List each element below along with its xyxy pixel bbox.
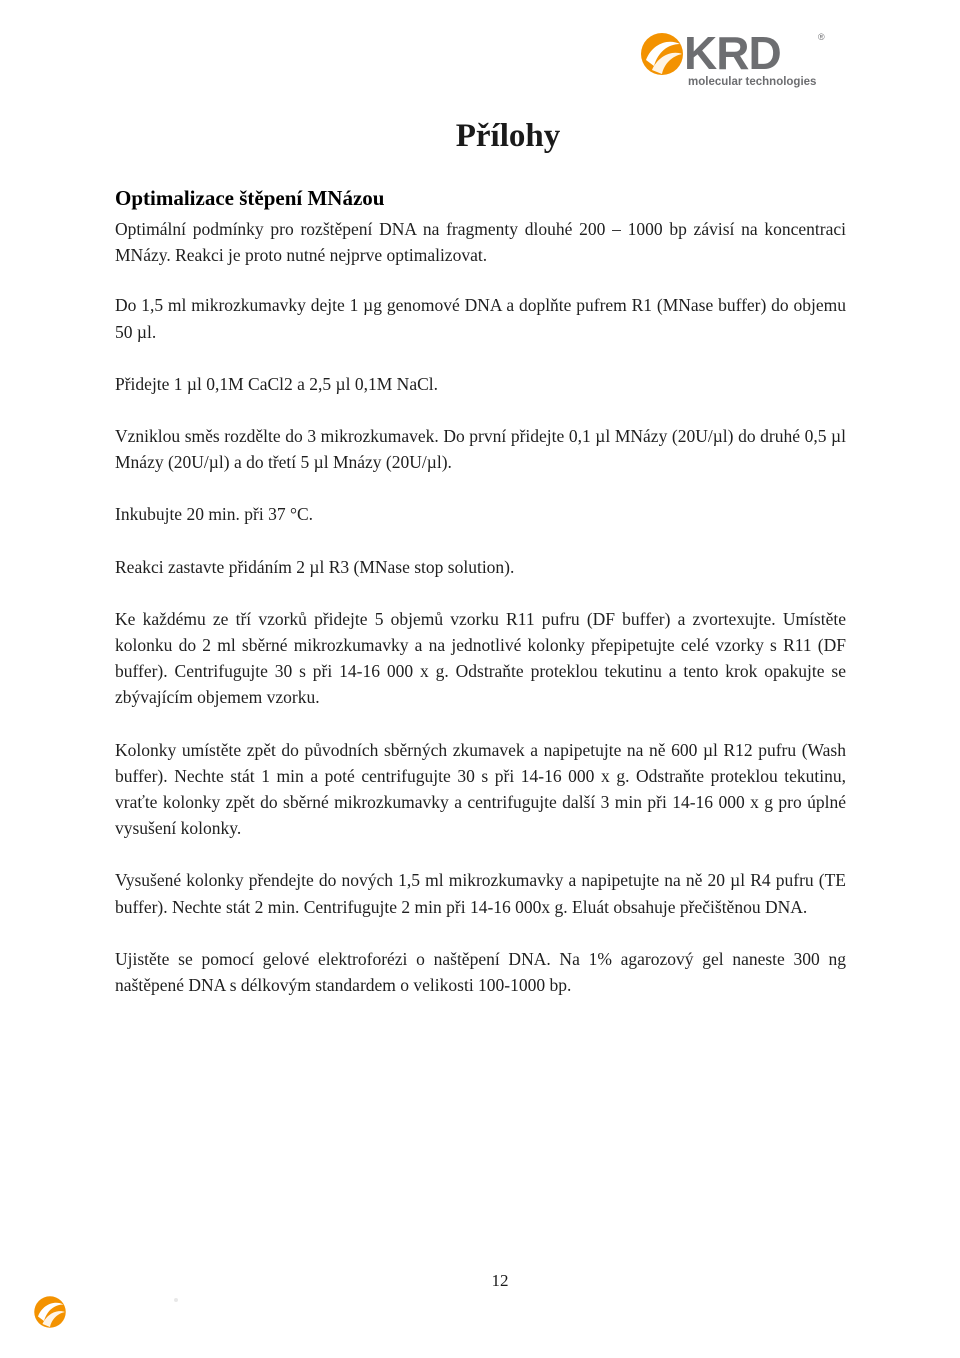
- section-content: [115, 184, 846, 1024]
- krd-footer-icon: [32, 1294, 68, 1330]
- page-title: Přílohy: [455, 118, 561, 154]
- paragraph-step: Ke každému ze tří vzorků přidejte 5 objemů vzorku R11 pufru (DF buffer) a zvortexujte. Umístěte kolonku do 2 ml sběrné mikrozkumavky a na jednotlivé kolonky přepipetujte celé vzorky s R11 (DF buffer). Centrifugujte 30 s při 14-16 000 x g. Odstraňte proteklou tekutinu a tento krok opakujte se zbývajícím objemem vzorku.: [115, 608, 846, 708]
- paragraph-step: Ujistěte se pomocí gelové elektroforézi o naštěpení DNA. Na 1% agarozový gel naneste 300 ng naštěpené DNA s délkovým standardem o velikosti 100-1000 bp.: [115, 948, 846, 996]
- logo-subtitle: molecular technologies: [688, 76, 817, 88]
- section-heading: Optimalizace štěpení MNázou: [115, 186, 385, 210]
- paragraph-step: Přidejte 1 µl 0,1M CaCl2 a 2,5 µl 0,1M NaCl.: [115, 373, 438, 394]
- logo-registered-mark: ®: [818, 32, 825, 42]
- paragraph-step: Vysušené kolonky přendejte do nových 1,5 ml mikrozkumavky a napipetujte na ně 20 µl R4 pufru (TE buffer). Nechte stát 2 min. Centrifugujte 2 min při 14-16 000x g. Eluát obsahuje přečištěnou DNA.: [115, 870, 846, 917]
- footer-dot: [174, 1298, 178, 1302]
- paragraph-step: Kolonky umístěte zpět do původních sběrných zkumavek a napipetujte na ně 600 µl R12 pufru (Wash buffer). Nechte stát 1 min a poté centrifugujte 30 s při 14-16 000 x g. Odstraňte proteklou tekutinu, vraťte kolonky zpět do sběrné mikrozkumavky a centrifugujte další 3 min při 14-16 000 x g pro úplné vysušení kolonky.: [115, 739, 846, 839]
- paragraph-step: Do 1,5 ml mikrozkumavky dejte 1 µg genomové DNA a doplňte pufrem R1 (MNase buffer) do objemu 50 µl.: [115, 295, 846, 342]
- paragraph-step: Reakci zastavte přidáním 2 µl R3 (MNase stop solution).: [115, 556, 515, 577]
- paragraph-step: Vzniklou směs rozdělte do 3 mikrozkumavek. Do první přidejte 0,1 µl MNázy (20U/µl) do druhé 0,5 µl Mnázy (20U/µl) a do třetí 5 µl Mnázy (20U/µl).: [115, 426, 846, 473]
- page-number: 12: [491, 1271, 509, 1290]
- paragraph-intro: Optimální podmínky pro rozštěpení DNA na fragmenty dlouhé 200 – 1000 bp závisí na koncentraci MNázy. Reakci je proto nutné nejprve optimalizovat.: [115, 219, 846, 266]
- paragraph-step: Inkubujte 20 min. při 37 °C.: [115, 504, 314, 525]
- logo-wordmark: KRD: [684, 27, 781, 79]
